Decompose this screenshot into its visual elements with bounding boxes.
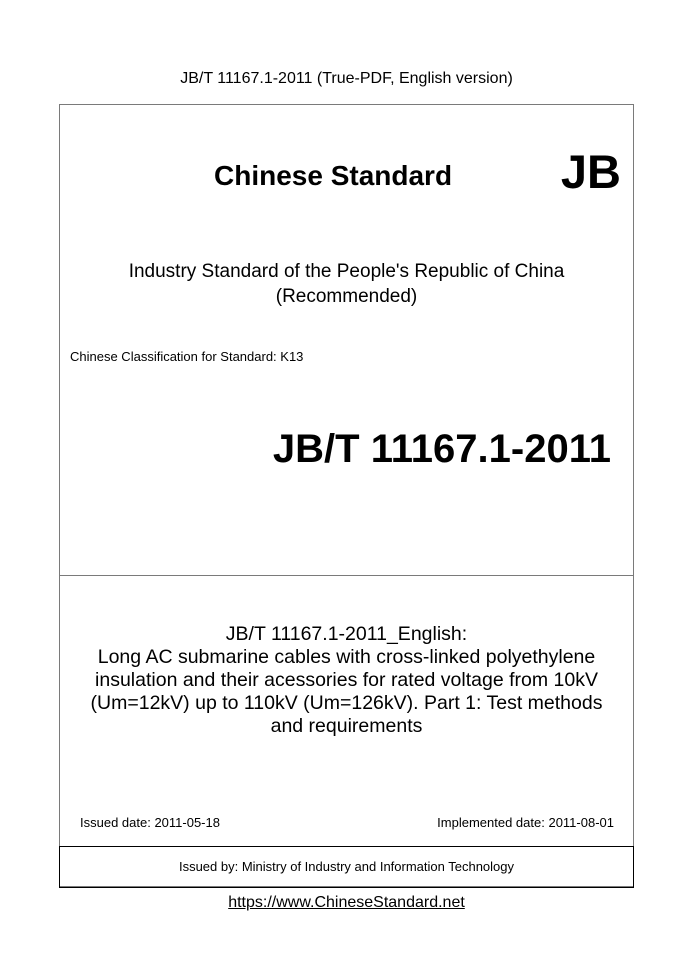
title-line: Long AC submarine cables with cross-linked polyethylene: [97, 646, 596, 668]
cover-bottom-section: [60, 576, 633, 846]
website-link[interactable]: https://www.ChineseStandard.net: [228, 894, 465, 911]
industry-line-1: Industry Standard of the People's Republic of China: [128, 261, 565, 282]
implemented-date: Implemented date: 2011-08-01: [437, 815, 614, 830]
issuer-box: [59, 846, 634, 888]
title-line: (Um=12kV) up to 110kV (Um=126kV). Part 1: Test methods: [90, 692, 603, 714]
standard-mark: JB: [560, 145, 621, 198]
document-title: [60, 623, 633, 738]
page-header: JB/T 11167.1-2011 (True-PDF, English version): [180, 70, 513, 87]
issuer-text: Issued by: Ministry of Industry and Information Technology: [178, 859, 515, 874]
title-line: JB/T 11167.1-2011_English:: [225, 623, 468, 645]
industry-statement: [60, 259, 633, 309]
title-line: and requirements: [270, 715, 423, 737]
cover-frame: [59, 104, 634, 887]
industry-line-2: (Recommended): [275, 286, 418, 307]
standard-number: JB/T 11167.1-2011: [272, 427, 611, 471]
standard-title: Chinese Standard: [214, 160, 453, 191]
classification-text: Chinese Classification for Standard: K13: [70, 349, 304, 364]
footer: [0, 893, 693, 913]
issued-date: Issued date: 2011-05-18: [80, 815, 220, 830]
cover-top-section: [60, 105, 633, 576]
title-line: insulation and their acessories for rated voltage from 10kV: [95, 669, 598, 691]
